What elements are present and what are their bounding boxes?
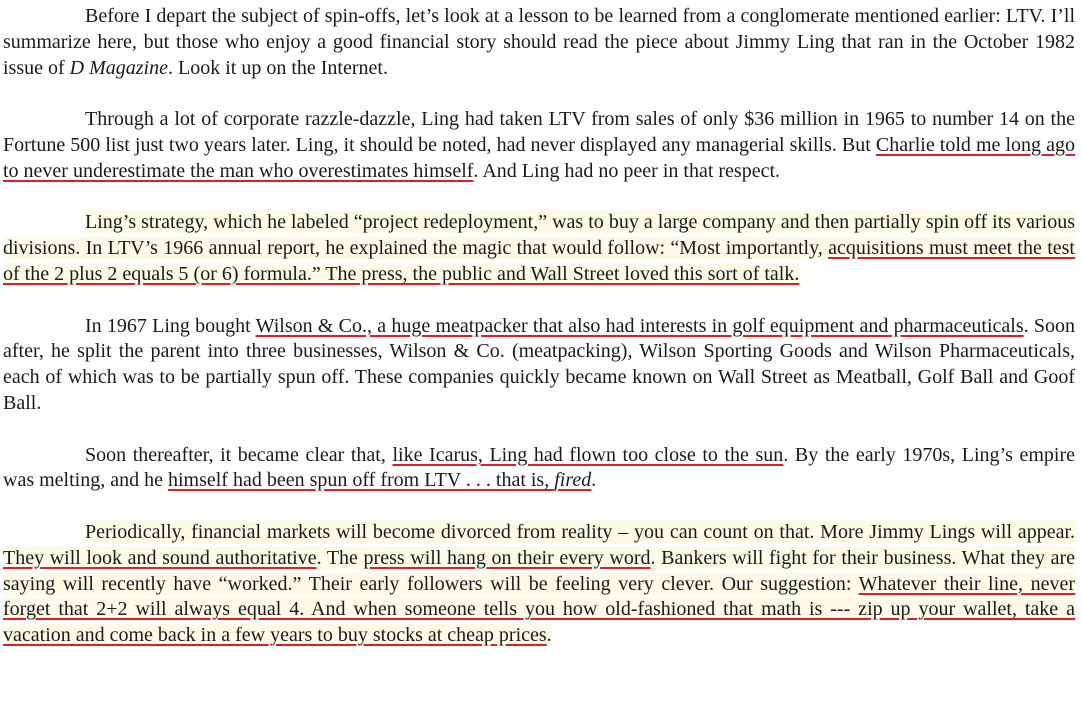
highlighted-passage	[3, 211, 1075, 285]
text-run: .	[546, 624, 552, 647]
text-run: . Bankers will fight for their business. What they are saying will recently have “worked.” Their early followers will be feeling very clever. Our suggestion:	[3, 546, 1076, 595]
text-run: Ling’s strategy, which he labeled “project redeployment,” was to buy a large company and then partially spin off its various divisions. In LTV’s 1966 annual report, he explained the magic that would follow: “Most importantly,	[3, 211, 1075, 260]
underlined-text: Wilson & Co., a huge meatpacker that also had interests in golf equipment and pharmaceuticals	[255, 314, 1024, 337]
underlined-text: Charlie told me long ago to never underestimate the man who overestimates himself	[3, 133, 1075, 182]
text-run: .	[591, 469, 597, 492]
underlined-italic-text: fired	[554, 469, 592, 492]
underlined-text: acquisitions must meet the test of the 2 plus 2 equals 5 (or 6) formula.” The press, the public and Wall Street loved this sort of talk.	[3, 237, 1075, 285]
text-run: . Soon after, he split the parent into three businesses, Wilson & Co. (meatpacking), Wilson Sporting Goods and Wilson Pharmaceuticals, each of which was to be partially spun off. These companies quickly became known on Wall Street as Meatball, Golf Ball and Goof Ball.	[3, 314, 1075, 414]
text-run: . By the early 1970s, Ling’s empire was melting, and he	[3, 443, 1075, 492]
text-run: In 1967 Ling bought	[85, 314, 256, 337]
underlined-text: They will look and sound authoritative	[3, 546, 317, 569]
underlined-text: Whatever their line, never forget that 2+2 will always equal 4. And when someone tells you how old-fashioned that math is --- zip up your wallet, take a vacation and come back in a few years to buy stocks at cheap prices	[3, 572, 1076, 647]
document-page	[3, 4, 1075, 649]
underlined-text: like Icarus, Ling had flown too close to the sun	[392, 443, 784, 466]
text-run: Periodically, financial markets will become divorced from reality – you can count on that. More Jimmy Lings will appear.	[85, 520, 1075, 543]
paragraph-ling-growth	[3, 107, 1075, 184]
highlighted-passage	[3, 521, 1075, 646]
underlined-text: press will hang on their every word	[363, 546, 651, 569]
paragraph-icarus	[3, 443, 1075, 495]
text-run: . The	[316, 546, 364, 569]
text-run: Through a lot of corporate razzle-dazzle, Ling had taken LTV from sales of only $36 million in 1965 to number 14 on the Fortune 500 list just two years later. Ling, it should be noted, had never displayed any managerial skills. But	[3, 108, 1075, 156]
text-run: Before I depart the subject of spin-offs, let’s look at a lesson to be learned from a conglomerate mentioned earlier: LTV. I’ll summarize here, but those who enjoy a good financial story should read the piece about Jimmy Ling that ran in the October 1982 issue of	[3, 5, 1075, 79]
italic-text: D Magazine	[69, 56, 168, 79]
paragraph-ling-strategy	[3, 210, 1075, 287]
paragraph-ltv-intro	[3, 4, 1075, 81]
paragraph-wilson-acquisition	[3, 314, 1075, 417]
text-run: . Look it up on the Internet.	[168, 56, 388, 79]
text-run: . And Ling had no peer in that respect.	[473, 159, 781, 182]
underlined-text: himself had been spun off from LTV . . . that is,	[167, 469, 555, 492]
text-run: Soon thereafter, it became clear that,	[85, 443, 393, 466]
paragraph-suggestion	[3, 520, 1075, 649]
